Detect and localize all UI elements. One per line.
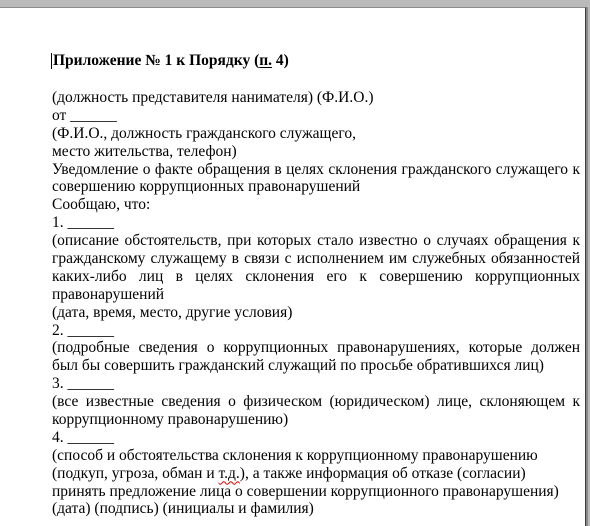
signature-caption: (дата) (подпись) (инициалы и фамилия) [52, 500, 314, 518]
sender-caption-line: (Ф.И.О., должность гражданского служащего, [52, 124, 356, 142]
item-2-caption-line: (подробные сведения о коррупционных правонарушениях, которые должен [52, 339, 580, 357]
item-2-caption-line: был бы совершить гражданский служащий по просьбе обратившихся лиц) [52, 357, 544, 375]
item-1-details-caption: (дата, время, место, другие условия) [52, 303, 293, 321]
heading-reference-link[interactable]: п. [259, 52, 273, 69]
item-1-caption-line: (описание обстоятельств, при которых стало известно о случаях обращения к [52, 232, 580, 250]
item-4-caption-line [52, 465, 580, 483]
text-cursor [51, 53, 52, 69]
item-1-caption-line: правонарушений [52, 285, 165, 303]
document-body [52, 89, 580, 518]
notice-title-line: совершению коррупционных правонарушений [52, 178, 361, 196]
spellcheck-marked-word: т.д. [218, 464, 240, 482]
heading-text-end: 4) [272, 52, 289, 69]
item-4-field: 4. ______ [52, 428, 114, 446]
item-1-caption-line: гражданскому служащему в связи с исполнением им служебных обязанностей [52, 250, 580, 268]
heading-text: Приложение № 1 к Порядку ( [53, 52, 260, 69]
notice-title-line: Уведомление о факте обращения в целях склонения гражданского служащего к [52, 160, 580, 178]
recipient-caption: (должность представителя нанимателя) (Ф.И.О.) [52, 89, 374, 106]
item-4-caption-line: (способ и обстоятельства склонения к коррупционному правонарушению [52, 446, 538, 464]
item-1-field: 1. ______ [52, 214, 114, 232]
item-2-field: 2. ______ [52, 321, 114, 339]
item-1-caption-line: каких-либо лиц в целях склонения его к совершению коррупционных [52, 267, 580, 285]
from-field-line: от ______ [52, 106, 117, 124]
item-3-caption-line: коррупционному правонарушению) [52, 411, 289, 429]
item-3-caption-line: (все известные сведения о физическом (юридическом) лице, склоняющем к [52, 393, 580, 411]
item-4-caption-text: (подкуп, угроза, обман и [52, 464, 219, 482]
report-intro-line: Сообщаю, что: [52, 196, 151, 214]
document-heading [53, 52, 581, 70]
item-3-field: 3. ______ [52, 375, 114, 393]
item-4-caption-text: ), а также информация об отказе (согласии) [239, 464, 526, 482]
sender-caption-line: место жительства, телефон) [52, 142, 237, 160]
item-4-caption-line: принять предложение лица о совершении коррупционного правонарушения) [52, 482, 559, 500]
document-page[interactable] [0, 7, 586, 526]
